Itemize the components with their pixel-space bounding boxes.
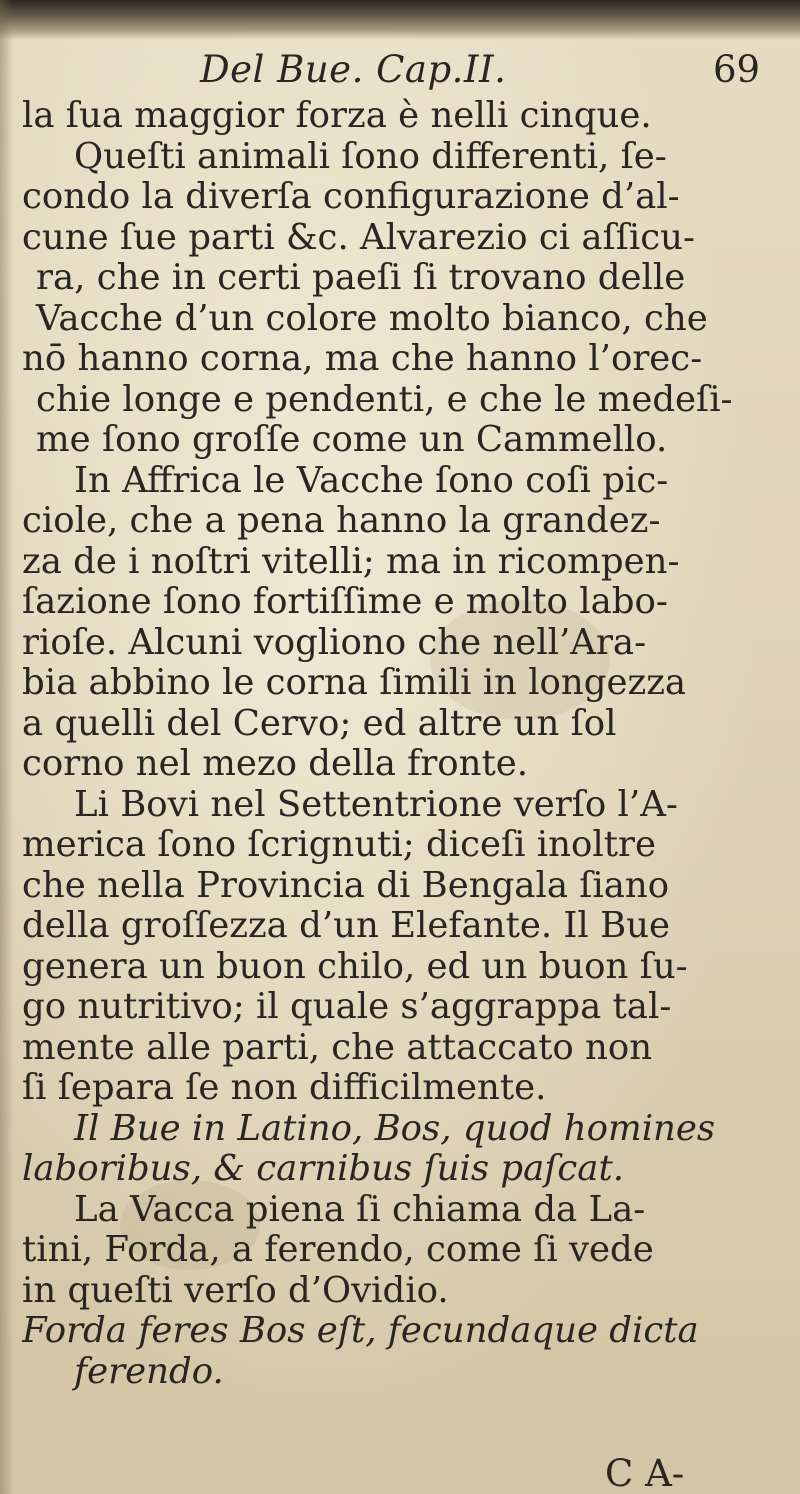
page-gutter-shadow bbox=[0, 0, 14, 1494]
text-line: ſi ſepara ſe non difficilmente. bbox=[22, 1068, 547, 1108]
text-line: tini, Forda, a ferendo, come ſi vede bbox=[22, 1230, 654, 1270]
text-line: corno nel mezo della fronte. bbox=[22, 744, 529, 784]
text-line: me ſono groſſe come un Cammello. bbox=[36, 420, 668, 460]
text-line: nō hanno corna, ma che hanno l’orec- bbox=[22, 339, 703, 379]
text-line: Li Bovi nel Settentrione verſo l’A- bbox=[74, 784, 678, 825]
text-line: ra, che in certi paeſi ſi trovano delle bbox=[36, 258, 686, 298]
text-line: Vacche d’un colore molto bianco, che bbox=[36, 298, 708, 339]
text-line: della groſſezza d’un Elefante. Il Bue bbox=[22, 906, 671, 946]
text-line: go nutritivo; il quale s’aggrappa tal- bbox=[22, 987, 672, 1027]
body-text bbox=[22, 96, 792, 1392]
page-footer bbox=[0, 1452, 800, 1492]
page-header bbox=[0, 48, 800, 96]
text-line: in queſti verſo d’Ovidio. bbox=[22, 1270, 449, 1311]
text-line: merica ſono ſcrignuti; diceſi inoltre bbox=[22, 825, 656, 865]
text-line: condo la diverſa configurazione d’al- bbox=[22, 177, 680, 217]
text-line: laboribus, & carnibus ſuis paſcat. bbox=[22, 1149, 625, 1189]
text-line: ſazione ſono fortiſſime e molto labo- bbox=[22, 582, 668, 622]
text-line: ferendo. bbox=[74, 1351, 224, 1392]
text-line: la ſua maggior forza è nelli cinque. bbox=[22, 96, 652, 136]
text-line: chie longe e pendenti, e che le medeſi- bbox=[36, 379, 733, 420]
text-line: rioſe. Alcuni vogliono che nell’Ara- bbox=[22, 622, 647, 663]
text-line: La Vacca piena ſi chiama da La- bbox=[74, 1189, 646, 1230]
text-line: cune ſue parti &c. Alvarezio ci aſſicu- bbox=[22, 217, 695, 258]
text-line: che nella Provincia di Bengala ſiano bbox=[22, 865, 670, 906]
text-line: genera un buon chilo, ed un buon ſu- bbox=[22, 946, 688, 987]
catchword: C A- bbox=[605, 1452, 685, 1494]
page-top-shadow bbox=[0, 0, 800, 40]
text-line: za de i noſtri vitelli; ma in ricompen- bbox=[22, 541, 680, 582]
text-line: Queſti animali ſono differenti, ſe- bbox=[74, 136, 667, 177]
text-line: Il Bue in Latino, Bos, quod homines bbox=[74, 1108, 716, 1149]
text-line: a quelli del Cervo; ed altre un ſol bbox=[22, 703, 617, 744]
text-line: Forda feres Bos eſt, fecundaque dicta bbox=[22, 1311, 699, 1351]
text-line: mente alle parti, che attaccato non bbox=[22, 1027, 653, 1068]
running-title: Del Bue. Cap.II. bbox=[200, 48, 507, 91]
text-line: ciole, che a pena hanno la grandez- bbox=[22, 501, 661, 541]
text-line: bia abbino le corna ſimili in longezza bbox=[22, 663, 687, 703]
page-number: 69 bbox=[713, 48, 761, 91]
text-line: In Affrica le Vacche ſono coſi pic- bbox=[74, 460, 669, 501]
